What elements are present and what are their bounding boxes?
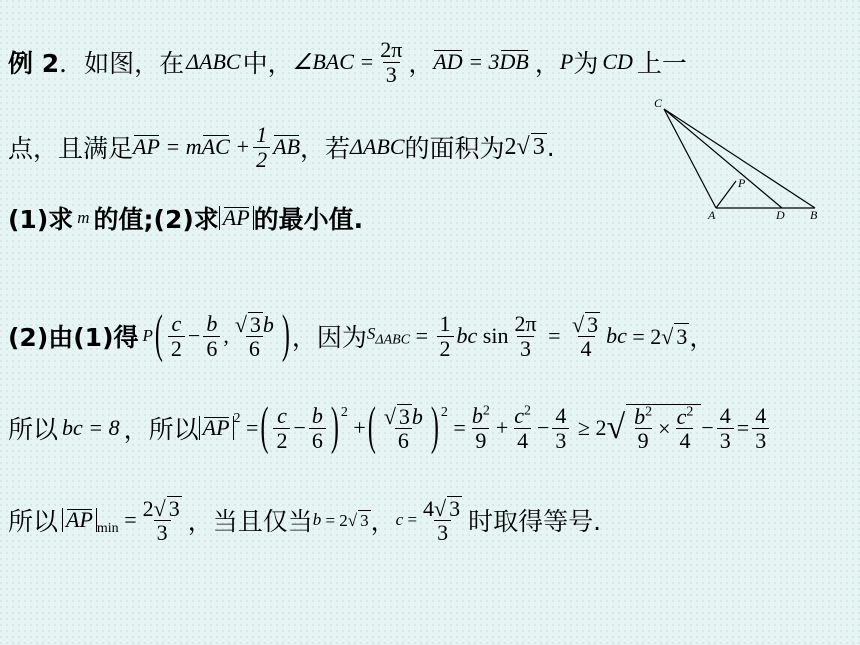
solution-line-2: 所以 bc = 8 ，所以 AP 2 = ( $\frac{c}{2}$ − $\frac{b}{6}$ ) 2 + ( $\frac{√ 3b}{6}$ ) 2 = $\frac{b^2}{9}$ + $\frac{c^2}{4}$ − $\frac{4}{3}$ ≥ 2 √ $\frac{b^2}{9}$ × $\frac{c^2}{4}$ − $\frac{4}{3}$ = $\frac{4}{3}$ — [8, 388, 772, 468]
var-m: m — [77, 208, 90, 227]
angle-fraction: $\frac{2\pi}{3}$ — [380, 37, 403, 87]
point-p: P — [559, 49, 574, 74]
angle-bac: ∠BAC = — [292, 49, 375, 74]
segment-cd — [664, 109, 782, 208]
segment-ap — [716, 181, 736, 208]
label-c: C — [654, 96, 663, 110]
problem-line-3 — [8, 198, 363, 238]
sol2-text-b: ，所以 — [123, 415, 199, 444]
line2-text-b: ，若 — [300, 134, 351, 163]
label-p: P — [738, 176, 746, 190]
abs-ap: AP — [219, 206, 254, 230]
problem-line-1: 例 2 ．如图，在 ΔABC 中， ∠BAC = $\frac{2\pi}{3}$ ， AD = 3DB ， P 为 CD 上一 — [8, 37, 687, 87]
sol3-text-c: 时取得等号. — [468, 507, 602, 536]
solution-line-1: (2)由(1)得 P ( $\frac{c}{2}$ − $\frac{b}{6}$ , $\frac{√ 3b}{6}$ ) ，因为 $S_{\Delta ABC}$ = $\frac{1}{2}$ bc sin $\frac{2\pi}{3}$ = $\frac{√ 3}{4}$ bc = 2√ 3 ， — [8, 306, 715, 364]
mid-text: 中， — [242, 49, 293, 78]
sol2-text-a: 所以 — [8, 415, 59, 444]
example-label: 例 2 — [8, 49, 60, 78]
label-d: D — [776, 208, 785, 222]
area-value: 2√ 3 — [504, 134, 545, 160]
vector-ap-equation: AP = m AC + $\frac{1}{2}$ AB — [133, 122, 301, 172]
solution-line-3: 所以 AP min = $\frac{2√ 3}{3}$ ，当且仅当 b = 2√ 3 ， c = $\frac{4√ 3}{3}$ 时取得等号. — [8, 495, 602, 545]
line2-text-a: 点，且满足 — [8, 134, 134, 163]
triangle-figure — [650, 95, 830, 225]
bc-equals-8: bc = 8 — [62, 415, 120, 440]
question-text-3: 的最小值. — [253, 205, 364, 234]
problem-line-2: 点，且满足 AP = m AC + $\frac{1}{2}$ AB ，若 ΔABC 的面积为 2√ 3 . — [8, 122, 555, 172]
triangle-abc: ΔABC — [186, 49, 241, 74]
question-text-1: (1)求 — [8, 205, 74, 234]
question-text-2: 的值;(2)求 — [93, 205, 219, 234]
sol3-text-b: ，当且仅当 — [187, 507, 313, 536]
side-ca — [664, 109, 716, 208]
segment-cd: CD — [602, 49, 633, 74]
sol3-text-a: 所以 — [8, 507, 59, 536]
sol1-text-b: ，因为 — [291, 323, 367, 352]
sol1-text-a: (2)由(1)得 — [8, 323, 139, 352]
vector-equation: AD = 3DB — [433, 49, 529, 74]
label-a: A — [708, 208, 716, 222]
on-text: 上一 — [636, 49, 687, 78]
line2-text-c: 的面积为 — [404, 134, 505, 163]
side-cb — [664, 109, 815, 208]
label-b: B — [810, 208, 818, 222]
intro-text: ．如图，在 — [59, 49, 185, 78]
